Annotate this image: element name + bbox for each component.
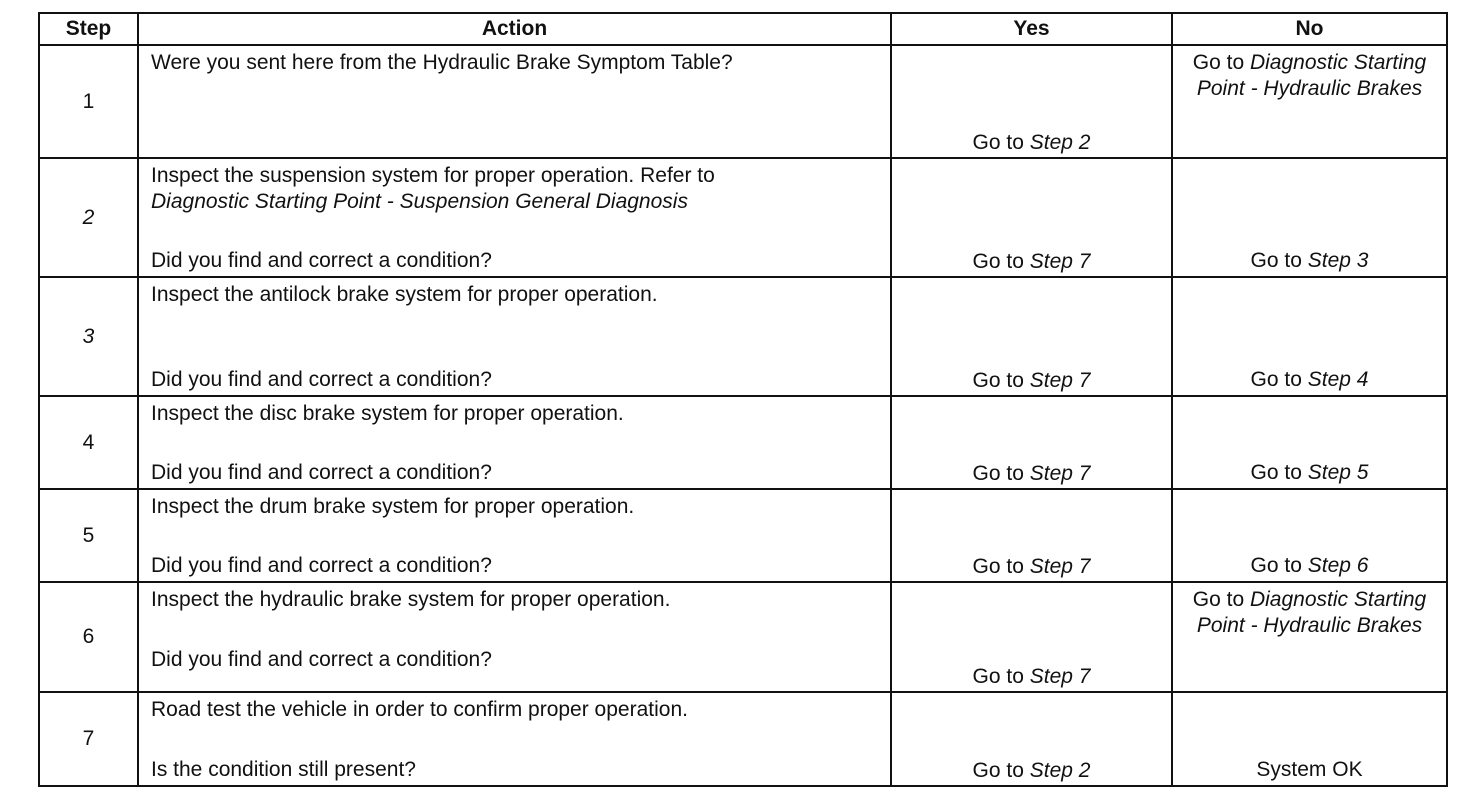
step-number: 7	[39, 692, 138, 786]
no-cell	[1172, 489, 1447, 582]
no-cell	[1172, 45, 1447, 158]
yes-cell	[891, 45, 1172, 158]
yes-prefix: Go to	[972, 250, 1030, 273]
yes-target: Step 2	[1029, 759, 1091, 782]
no-result: System OK	[1256, 758, 1363, 781]
action-instruction: Inspect the antilock brake system for proper operation.	[151, 283, 658, 306]
action-instruction: Inspect the drum brake system for proper operation.	[151, 495, 635, 518]
header-yes: Yes	[891, 13, 1172, 45]
header-action: Action	[138, 13, 891, 45]
yes-target: Step 7	[1029, 250, 1091, 273]
action-instruction	[139, 159, 890, 215]
yes-link[interactable]	[892, 250, 1171, 274]
yes-prefix: Go to	[972, 665, 1030, 688]
yes-link[interactable]	[892, 462, 1171, 486]
table-row	[39, 277, 1447, 396]
action-question: Did you find and correct a condition?	[151, 648, 492, 671]
table-row	[39, 45, 1447, 158]
header-row	[39, 13, 1447, 45]
no-target: Step 5	[1307, 461, 1369, 484]
no-prefix: Go to	[1250, 554, 1308, 577]
action-question: Is the condition still present?	[151, 758, 416, 781]
action-instruction: Inspect the disc brake system for proper operation.	[151, 402, 624, 425]
no-target: Diagnostic Starting Point - Hydraulic Brakes	[1196, 588, 1427, 637]
table-row	[39, 158, 1447, 277]
yes-cell	[891, 692, 1172, 786]
yes-target: Step 2	[1029, 131, 1091, 154]
step-number: 1	[39, 45, 138, 158]
yes-link[interactable]	[892, 665, 1171, 689]
no-target: Step 6	[1307, 554, 1369, 577]
action-instruction: Inspect the hydraulic brake system for proper operation.	[151, 588, 671, 611]
yes-target: Step 7	[1029, 555, 1091, 578]
no-link[interactable]	[1173, 46, 1446, 102]
yes-prefix: Go to	[972, 462, 1030, 485]
no-prefix: Go to	[1250, 249, 1308, 272]
yes-prefix: Go to	[972, 759, 1030, 782]
yes-link[interactable]	[892, 555, 1171, 579]
no-cell	[1172, 692, 1447, 786]
yes-link[interactable]	[892, 131, 1171, 155]
instruction-text: Inspect the suspension system for proper operation. Refer to	[151, 164, 715, 187]
no-link[interactable]	[1173, 460, 1446, 486]
table-row	[39, 582, 1447, 692]
header-step: Step	[39, 13, 138, 45]
action-cell	[138, 489, 891, 582]
action-question: Did you find and correct a condition?	[151, 368, 492, 391]
yes-cell	[891, 582, 1172, 692]
no-target: Step 4	[1307, 368, 1369, 391]
no-prefix: Go to	[1250, 368, 1308, 391]
yes-cell	[891, 277, 1172, 396]
instruction-reference[interactable]: Diagnostic Starting Point - Suspension General Diagnosis	[151, 190, 688, 213]
diagnostic-table	[38, 12, 1448, 787]
action-cell	[138, 396, 891, 489]
action-instruction: Were you sent here from the Hydraulic Brake Symptom Table?	[151, 51, 733, 74]
table-row	[39, 489, 1447, 582]
yes-target: Step 7	[1029, 665, 1091, 688]
action-cell	[138, 158, 891, 277]
action-question: Did you find and correct a condition?	[151, 249, 492, 272]
yes-prefix: Go to	[972, 131, 1030, 154]
no-cell	[1172, 277, 1447, 396]
yes-prefix: Go to	[972, 369, 1030, 392]
no-link[interactable]	[1173, 553, 1446, 579]
action-cell	[138, 45, 891, 158]
step-number: 6	[39, 582, 138, 692]
step-number: 3	[39, 277, 138, 396]
no-link[interactable]	[1173, 367, 1446, 393]
no-cell	[1172, 582, 1447, 692]
action-cell	[138, 692, 891, 786]
no-prefix: Go to	[1250, 461, 1308, 484]
no-prefix: Go to	[1192, 51, 1250, 74]
step-number: 2	[39, 158, 138, 277]
no-link[interactable]	[1173, 583, 1446, 639]
yes-cell	[891, 158, 1172, 277]
step-number: 5	[39, 489, 138, 582]
action-question: Did you find and correct a condition?	[151, 554, 492, 577]
yes-link[interactable]	[892, 369, 1171, 393]
yes-prefix: Go to	[972, 555, 1030, 578]
yes-cell	[891, 489, 1172, 582]
action-instruction: Road test the vehicle in order to confirm proper operation.	[151, 698, 688, 721]
no-prefix: Go to	[1192, 588, 1250, 611]
no-target: Diagnostic Starting Point - Hydraulic Brakes	[1196, 51, 1427, 100]
action-cell	[138, 582, 891, 692]
no-cell	[1172, 396, 1447, 489]
yes-cell	[891, 396, 1172, 489]
no-target: Step 3	[1307, 249, 1369, 272]
header-no: No	[1172, 13, 1447, 45]
yes-target: Step 7	[1029, 369, 1091, 392]
no-cell	[1172, 158, 1447, 277]
action-cell	[138, 277, 891, 396]
action-question: Did you find and correct a condition?	[151, 461, 492, 484]
no-link[interactable]	[1173, 248, 1446, 274]
step-number: 4	[39, 396, 138, 489]
table-row	[39, 396, 1447, 489]
yes-target: Step 7	[1029, 462, 1091, 485]
yes-link[interactable]	[892, 759, 1171, 783]
table-row	[39, 692, 1447, 786]
